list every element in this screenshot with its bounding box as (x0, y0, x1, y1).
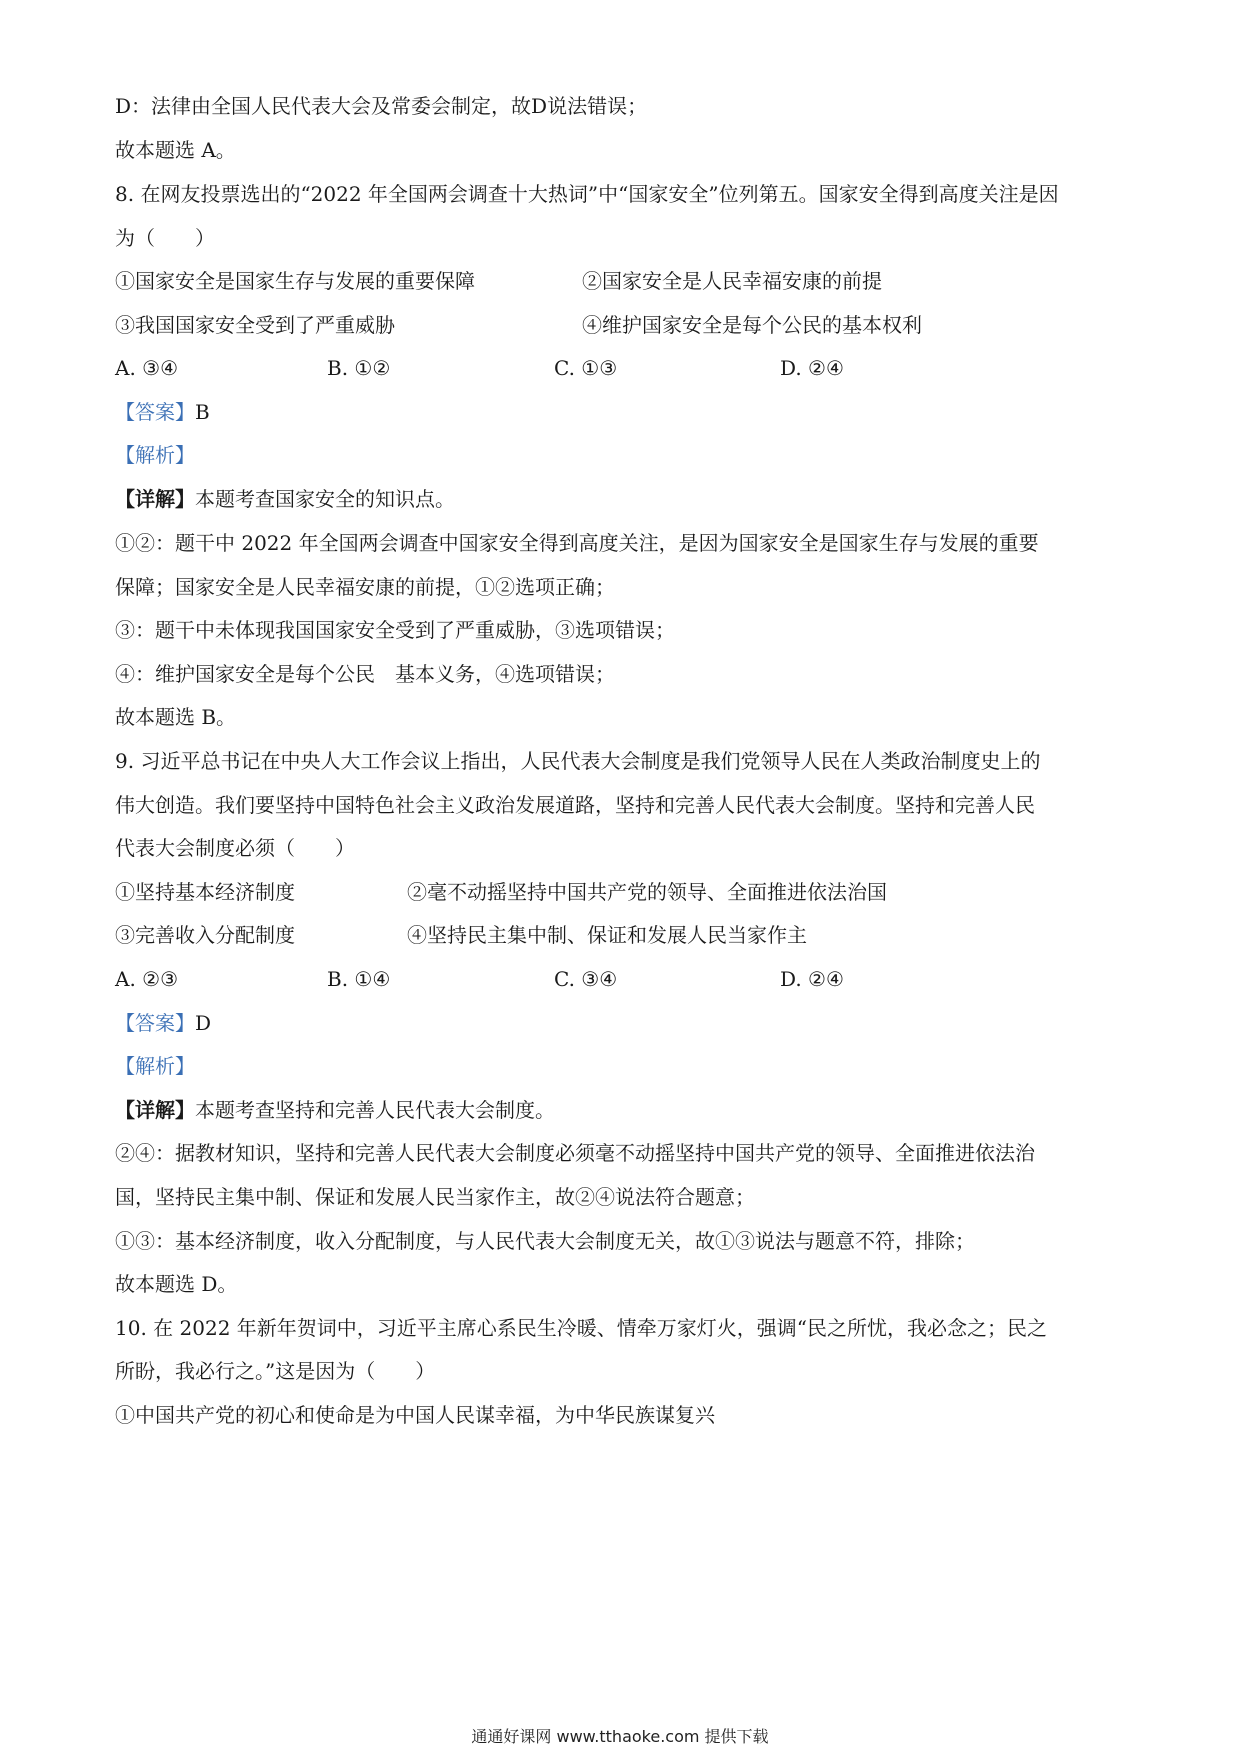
conclusion-line: 故本题选 B。 (115, 705, 237, 729)
analysis-tag-line (115, 441, 1130, 469)
answer-line (115, 1009, 1130, 1037)
analysis-tag: 【解析】 (115, 443, 195, 467)
detail-text: 本题考查坚持和完善人民代表大会制度。 (195, 1098, 555, 1122)
choice-b: B. ①② (327, 356, 391, 380)
option-1: ①中国共产党的初心和使命是为中国人民谋幸福，为中华民族谋复兴 (115, 1403, 715, 1427)
option-4: ④坚持民主集中制、保证和发展人民当家作主 (407, 923, 807, 947)
option-1: ①国家安全是国家生存与发展的重要保障 (115, 269, 475, 293)
explanation-line: ④：维护国家安全是每个公民 基本义务，④选项错误； (115, 662, 615, 686)
detail-tag: 【详解】 (115, 1098, 195, 1122)
detail-line (115, 1096, 1130, 1124)
answer-tag: 【答案】 (115, 1011, 195, 1035)
question-8-stem: 为（ ） (115, 226, 215, 250)
conclusion-line: 故本题选 D。 (115, 1272, 238, 1296)
detail-text: 本题考查国家安全的知识点。 (195, 487, 455, 511)
answer-line (115, 398, 1130, 426)
option-3: ③我国国家安全受到了严重威胁 (115, 313, 395, 337)
answer-value: D (195, 1011, 212, 1035)
page-footer: 通通好课网 www.tthaoke.com 提供下载 (471, 1727, 769, 1746)
answer-value: B (195, 400, 210, 424)
explanation-line: 保障；国家安全是人民幸福安康的前提，①②选项正确； (115, 575, 615, 599)
answer-tag: 【答案】 (115, 400, 195, 424)
question-9-stem: 伟大创造。我们要坚持中国特色社会主义政治发展道路，坚持和完善人民代表大会制度。坚持和完善人民 (115, 793, 1035, 817)
question-9-stem: 9. 习近平总书记在中央人大工作会议上指出，人民代表大会制度是我们党领导人民在人类政治制度史上的 (115, 749, 1041, 773)
question-8-stem: 8. 在网友投票选出的“2022 年全国两会调查十大热词”中“国家安全”位列第五。国家安全得到高度关注是因 (115, 182, 1059, 206)
option-row (115, 267, 1130, 295)
explanation-line: 国，坚持民主集中制、保证和发展人民当家作主，故②④说法符合题意； (115, 1185, 755, 1209)
explanation-line: ①③：基本经济制度，收入分配制度，与人民代表大会制度无关，故①③说法与题意不符，排除； (115, 1229, 975, 1253)
option-row (115, 921, 1130, 949)
detail-tag: 【详解】 (115, 487, 195, 511)
option-2: ②国家安全是人民幸福安康的前提 (582, 269, 882, 293)
option-2: ②毫不动摇坚持中国共产党的领导、全面推进依法治国 (407, 880, 887, 904)
choice-d: D. ②④ (780, 967, 844, 991)
question-10-stem: 10. 在 2022 年新年贺词中，习近平主席心系民生冷暖、情牵万家灯火，强调“民之所忧，我必念之；民之 (115, 1316, 1048, 1340)
option-4: ④维护国家安全是每个公民的基本权利 (582, 313, 922, 337)
question-10-stem: 所盼，我必行之。”这是因为（ ） (115, 1359, 436, 1383)
text-line: 故本题选 A。 (115, 138, 236, 162)
analysis-tag-line (115, 1052, 1130, 1080)
explanation-line: ②④：据教材知识，坚持和完善人民代表大会制度必须毫不动摇坚持中国共产党的领导、全面推进依法治 (115, 1141, 1035, 1165)
explanation-line: ③：题干中未体现我国国家安全受到了严重威胁，③选项错误； (115, 618, 675, 642)
question-9-stem: 代表大会制度必须（ ） (115, 836, 355, 860)
choice-b: B. ①④ (327, 967, 391, 991)
option-row (115, 311, 1130, 339)
analysis-tag: 【解析】 (115, 1054, 195, 1078)
text-line: D：法律由全国人民代表大会及常委会制定，故D说法错误； (115, 94, 648, 118)
choice-a: A. ③④ (115, 356, 179, 380)
choice-c: C. ①③ (554, 356, 618, 380)
detail-line (115, 485, 1130, 513)
explanation-line: ①②：题干中 2022 年全国两会调查中国家安全得到高度关注，是因为国家安全是国家生存与发展的重要 (115, 531, 1039, 555)
choice-c: C. ③④ (554, 967, 618, 991)
choice-d: D. ②④ (780, 356, 844, 380)
option-row (115, 878, 1130, 906)
option-3: ③完善收入分配制度 (115, 923, 295, 947)
option-1: ①坚持基本经济制度 (115, 880, 295, 904)
choice-a: A. ②③ (115, 967, 179, 991)
